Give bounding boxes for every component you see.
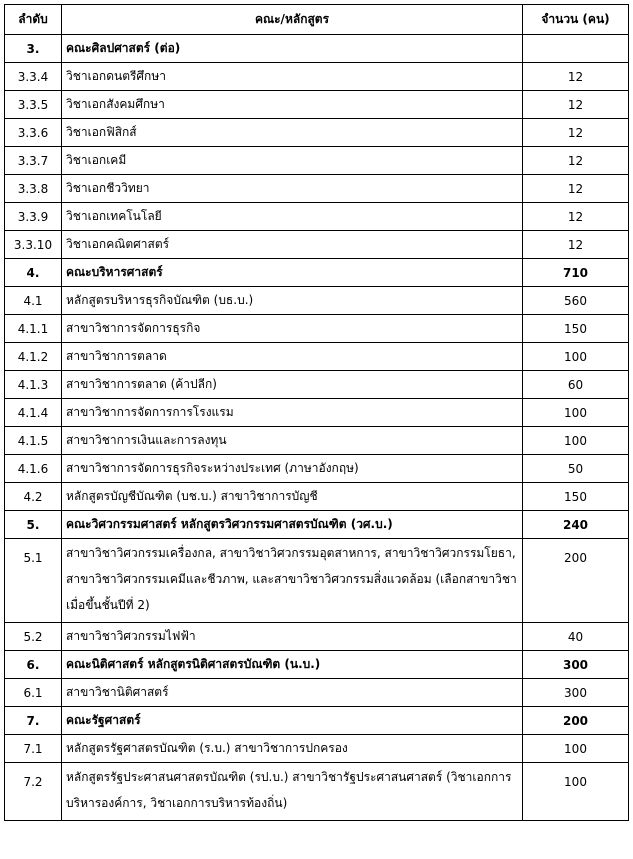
- row-name: สาขาวิชาการเงินและการลงทุน: [62, 427, 523, 455]
- row-name: หลักสูตรรัฐศาสตรบัณฑิต (ร.บ.) สาขาวิชาการปกครอง: [62, 735, 523, 763]
- table-row: [5, 147, 629, 175]
- header-count: จำนวน (คน): [523, 5, 629, 35]
- row-count: 560: [523, 287, 629, 315]
- row-count: 100: [523, 763, 629, 821]
- row-name: สาขาวิชาวิศวกรรมเครื่องกล, สาขาวิชาวิศวกรรมอุตสาหการ, สาขาวิชาวิศวกรรมโยธา, สาขาวิชาวิศวกรรมเคมีและชีวภาพ, และสาขาวิชาวิศวกรรมสิ่งแวดล้อม (เลือกสาขาวิชาเมื่อขึ้นชั้นปีที่ 2): [62, 539, 523, 623]
- row-count: 300: [523, 651, 629, 679]
- row-name: สาขาวิชาการจัดการธุรกิจระหว่างประเทศ (ภาษาอังกฤษ): [62, 455, 523, 483]
- row-number: 3.3.6: [5, 119, 62, 147]
- row-count: 200: [523, 707, 629, 735]
- row-name: สาขาวิชาวิศวกรรมไฟฟ้า: [62, 623, 523, 651]
- table-row: [5, 315, 629, 343]
- table-row: [5, 287, 629, 315]
- row-number: 4.1.2: [5, 343, 62, 371]
- row-count: 50: [523, 455, 629, 483]
- row-name: คณะรัฐศาสตร์: [62, 707, 523, 735]
- table-row: [5, 175, 629, 203]
- table-row: [5, 371, 629, 399]
- row-count: 12: [523, 231, 629, 259]
- row-count: 100: [523, 427, 629, 455]
- row-count: 60: [523, 371, 629, 399]
- row-number: 6.: [5, 651, 62, 679]
- row-count: [523, 35, 629, 63]
- row-number: 4.: [5, 259, 62, 287]
- table-body: [5, 35, 629, 821]
- row-name: สาขาวิชาการตลาด (ค้าปลีก): [62, 371, 523, 399]
- row-name: หลักสูตรบัญชีบัณฑิต (บช.บ.) สาขาวิชาการบัญชี: [62, 483, 523, 511]
- table-row: [5, 343, 629, 371]
- row-number: 5.1: [5, 539, 62, 623]
- row-number: 7.1: [5, 735, 62, 763]
- row-name: คณะบริหารศาสตร์: [62, 259, 523, 287]
- row-number: 6.1: [5, 679, 62, 707]
- row-name: คณะนิติศาสตร์ หลักสูตรนิติศาสตรบัณฑิต (น.บ.): [62, 651, 523, 679]
- row-name: วิชาเอกดนตรีศึกษา: [62, 63, 523, 91]
- table-row: [5, 679, 629, 707]
- enrollment-table: [4, 4, 629, 821]
- row-number: 4.1.1: [5, 315, 62, 343]
- row-number: 4.1: [5, 287, 62, 315]
- row-number: 4.1.3: [5, 371, 62, 399]
- table-row: [5, 119, 629, 147]
- table-row: [5, 483, 629, 511]
- table-row: [5, 63, 629, 91]
- section-row: [5, 259, 629, 287]
- row-count: 100: [523, 399, 629, 427]
- section-row: [5, 35, 629, 63]
- row-count: 100: [523, 735, 629, 763]
- section-row: [5, 707, 629, 735]
- row-number: 7.2: [5, 763, 62, 821]
- row-number: 3.3.7: [5, 147, 62, 175]
- row-name: วิชาเอกคณิตศาสตร์: [62, 231, 523, 259]
- row-number: 3.3.10: [5, 231, 62, 259]
- table-row: [5, 455, 629, 483]
- row-name: วิชาเอกสังคมศึกษา: [62, 91, 523, 119]
- table-row: [5, 735, 629, 763]
- row-count: 12: [523, 91, 629, 119]
- row-name: หลักสูตรบริหารธุรกิจบัณฑิต (บธ.บ.): [62, 287, 523, 315]
- header-no: ลำดับ: [5, 5, 62, 35]
- row-number: 4.1.5: [5, 427, 62, 455]
- row-name: สาขาวิชานิติศาสตร์: [62, 679, 523, 707]
- row-number: 5.2: [5, 623, 62, 651]
- row-count: 300: [523, 679, 629, 707]
- table-header-row: [5, 5, 629, 35]
- table-row: [5, 763, 629, 821]
- header-name: คณะ/หลักสูตร: [62, 5, 523, 35]
- row-number: 7.: [5, 707, 62, 735]
- row-name: วิชาเอกเคมี: [62, 147, 523, 175]
- section-row: [5, 651, 629, 679]
- row-number: 3.: [5, 35, 62, 63]
- table-row: [5, 539, 629, 623]
- row-name: คณะศิลปศาสตร์ (ต่อ): [62, 35, 523, 63]
- row-number: 3.3.9: [5, 203, 62, 231]
- table-row: [5, 427, 629, 455]
- row-name: วิชาเอกชีววิทยา: [62, 175, 523, 203]
- row-name: วิชาเอกฟิสิกส์: [62, 119, 523, 147]
- row-count: 240: [523, 511, 629, 539]
- row-count: 12: [523, 63, 629, 91]
- table-row: [5, 231, 629, 259]
- row-count: 12: [523, 203, 629, 231]
- row-name: คณะวิศวกรรมศาสตร์ หลักสูตรวิศวกรรมศาสตรบัณฑิต (วศ.บ.): [62, 511, 523, 539]
- row-count: 150: [523, 483, 629, 511]
- row-name: สาขาวิชาการจัดการธุรกิจ: [62, 315, 523, 343]
- row-number: 5.: [5, 511, 62, 539]
- row-number: 4.1.6: [5, 455, 62, 483]
- row-number: 3.3.5: [5, 91, 62, 119]
- row-count: 40: [523, 623, 629, 651]
- row-count: 200: [523, 539, 629, 623]
- row-count: 12: [523, 119, 629, 147]
- row-count: 100: [523, 343, 629, 371]
- row-number: 3.3.8: [5, 175, 62, 203]
- row-count: 12: [523, 147, 629, 175]
- table-row: [5, 399, 629, 427]
- row-name: หลักสูตรรัฐประศาสนศาสตรบัณฑิต (รป.บ.) สาขาวิชารัฐประศาสนศาสตร์ (วิชาเอกการบริหารองค์การ, วิชาเอกการบริหารท้องถิ่น): [62, 763, 523, 821]
- table-row: [5, 203, 629, 231]
- row-name: วิชาเอกเทคโนโลยี: [62, 203, 523, 231]
- row-count: 12: [523, 175, 629, 203]
- row-number: 4.1.4: [5, 399, 62, 427]
- row-name: สาขาวิชาการจัดการการโรงแรม: [62, 399, 523, 427]
- row-count: 150: [523, 315, 629, 343]
- row-number: 4.2: [5, 483, 62, 511]
- row-count: 710: [523, 259, 629, 287]
- section-row: [5, 511, 629, 539]
- table-row: [5, 623, 629, 651]
- row-number: 3.3.4: [5, 63, 62, 91]
- row-name: สาขาวิชาการตลาด: [62, 343, 523, 371]
- table-row: [5, 91, 629, 119]
